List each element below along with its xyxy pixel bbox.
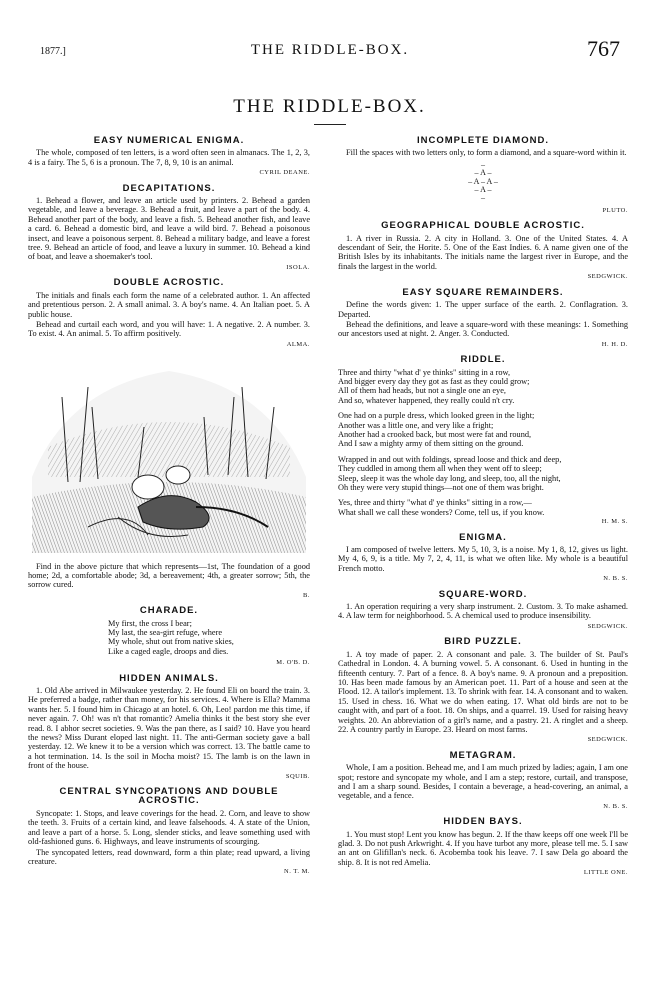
section-heading: ENIGMA. xyxy=(459,531,507,543)
diamond-figure xyxy=(338,161,628,203)
verse-line: What shall we call these wonders? Come, tell us, if you know. xyxy=(338,507,545,517)
verse-line: Wrapped in and out with foldings, spread loose and thick and deep, xyxy=(338,454,562,464)
section-heading: HIDDEN BAYS. xyxy=(443,816,523,828)
puzzle-text: Whole, I am a position. Behead me, and I am much prized by ladies; again, I am one spot; restore and syncopate my whole, and I am a step; restore, curtail, and transpose, and I am a sharp sound. Besides, I contain a beverage, a head-covering, an animal, a vegetable, and a fence. xyxy=(338,763,628,801)
verse-line: Another had a crooked back, but most were fat and round, xyxy=(338,429,532,439)
puzzle-signature: SEDGWICK. xyxy=(587,273,628,281)
verse-line: And bigger every day they got as fast as they could grow; xyxy=(338,376,530,386)
charade-verse xyxy=(108,619,310,657)
puzzle-signature: N. B. S. xyxy=(603,802,628,810)
puzzle-text: The whole, composed of ten letters, is a word often seen in almanacs. The 1, 2, 3, 4 is a fairy. The 5, 6 is a pronoun. The 7, 8, 9, 10 is an animal. xyxy=(28,148,310,167)
section-heading: HIDDEN ANIMALS. xyxy=(119,672,219,684)
puzzle-signature: M. O'B. D. xyxy=(276,659,310,667)
section-heading: DOUBLE ACROSTIC. xyxy=(113,277,225,289)
diamond-row: – A – xyxy=(474,185,492,195)
verse-line: They cuddled in among them all when they went off to sleep; xyxy=(338,464,542,474)
puzzle-signature: SEDGWICK. xyxy=(587,622,628,630)
puzzle-text: 1. An operation requiring a very sharp instrument. 2. Custom. 3. To make ashamed. 4. A law term for neighborhood. 5. A chemical used to produce insensibility. xyxy=(338,602,628,621)
verse-line: Sleep, sleep it was the whole day long, and sleep, too, all the night, xyxy=(338,473,561,483)
puzzle-signature: H. H. D. xyxy=(601,340,628,348)
puzzle-text: Behead and curtail each word, and you will have: 1. A negative. 2. A number. 3. To exist. 4. An animal. 5. To affirm positively. xyxy=(28,319,310,339)
running-header xyxy=(40,36,620,66)
section-heading: EASY NUMERICAL ENIGMA. xyxy=(93,135,245,146)
verse-line: All of them had heads, but not a single one an eye, xyxy=(338,386,506,396)
page-title: THE RIDDLE-BOX. xyxy=(233,96,426,117)
puzzle-text: 1. Behead a flower, and leave an article used by printers. 2. Behead a garden vegetable, and leave a beverage. 3. Behead a fruit, and leave a part of the body. 4. Behead another part of the body, and leave a fish. 5. Behead another fish, and leave a card. 6. Behead a domestic bird, and leave a wild bird. 7. Behead a poisonous insect, and leave a poisonous serpent. 8. Behead a military badge, and leave a forest tree. 9. Behead an article of food, and leave a luxury in summer. 10. Behead a kind of boat, and leave a shoemaker's tool. xyxy=(28,196,310,262)
picture-puzzle-illustration xyxy=(28,357,310,553)
puzzle-signature: ALMA. xyxy=(286,340,310,348)
puzzle-signature: SQUIB. xyxy=(285,772,310,780)
puzzle-text: The syncopated letters, read downward, form a thin plate; read upward, a living creature. xyxy=(28,847,310,866)
picture-caption: Find in the above picture that which represents—1st, The foundation of a good home; 2d, a comfortable abode; 3d, a bereavement; 4th, a greater sorrow; 5th, the sorrow cured. xyxy=(28,561,310,590)
verse-line: My whole, shut out from native skies, xyxy=(108,637,234,647)
puzzle-text: The initials and finals each form the name of a celebrated author. 1. An affected and pretentious person. 2. A small animal. 3. A boy's name. 4. An Italian poet. 5. A public house. xyxy=(28,290,310,319)
section-heading: BIRD PUZZLE. xyxy=(444,636,522,648)
puzzle-signature: N. T. M. xyxy=(284,868,310,876)
page-number: 767 xyxy=(587,36,620,61)
left-column xyxy=(28,130,310,879)
puzzle-signature: ISOLA. xyxy=(286,263,310,271)
section-heading: RIDDLE. xyxy=(460,354,506,366)
section-heading: EASY SQUARE REMAINDERS. xyxy=(402,286,564,298)
verse-line: And I saw a mighty army of them sitting on the ground. xyxy=(338,439,524,449)
diamond-row: – A – A – xyxy=(468,176,498,186)
verse-line: Yes, three and thirty "what d' ye thinks" sitting in a row,— xyxy=(338,498,532,508)
verse-line: My first, the cross I bear; xyxy=(108,618,192,628)
section-heading: CENTRAL SYNCOPATIONS AND DOUBLE ACROSTIC. xyxy=(59,786,279,807)
section-heading: DECAPITATIONS. xyxy=(122,182,216,194)
puzzle-signature: B. xyxy=(303,591,310,599)
puzzle-signature: N. B. S. xyxy=(603,575,628,583)
puzzle-signature: CYRIL DEANE. xyxy=(259,169,310,177)
diamond-row: – xyxy=(481,193,485,203)
riddle-stanza xyxy=(338,411,628,449)
running-title: THE RIDDLE-BOX. xyxy=(250,42,410,58)
riddle-stanza xyxy=(338,368,628,406)
section-heading: INCOMPLETE DIAMOND. xyxy=(417,135,549,146)
verse-line: Three and thirty "what d' ye thinks" sitting in a row, xyxy=(338,367,511,377)
right-column xyxy=(338,130,628,880)
puzzle-text: 1. A river in Russia. 2. A city in Holland. 3. One of the United States. 4. A descendant of Seir, the Horite. 5. One of the East Indies. 6. A name given one of the British Isles by its inhabitants. The initials name the largest river in Europe, and the finals the largest in the world. xyxy=(338,233,628,271)
puzzle-text: Behead the definitions, and leave a square-word with these meanings: 1. Something our ancestors used at night. 2. Anger. 3. Conducted. xyxy=(338,319,628,339)
verse-line: One had on a purple dress, which looked green in the light; xyxy=(338,411,535,421)
section-heading: SQUARE-WORD. xyxy=(438,588,528,600)
verse-line: Another was a little one, and very like a fright; xyxy=(338,420,494,430)
puzzle-signature: PLUTO. xyxy=(602,206,628,214)
riddle-stanza xyxy=(338,455,628,493)
puzzle-text: Define the words given: 1. The upper surface of the earth. 2. Conflagration. 3. Departed. xyxy=(338,300,628,319)
puzzle-text: 1. You must stop! Lent you know has begun. 2. If the thaw keeps off one week I'll be glad. 3. Do not push Arkwright. 4. If you have turbot any more, please tell me. 5. I saw an ant on Glifillan's neck. 6. Acobemba took his leave. 7. I saw Dela go aboard the ship. 8. It is not red Amelia. xyxy=(338,829,628,867)
diamond-row: – A – xyxy=(474,168,492,178)
puzzle-text: I am composed of twelve letters. My 5, 10, 3, is a noise. My 1, 8, 12, gives us light. My 4, 6, 9, is a title. My 7, 2, 4, 11, is what we often like. My whole is a beautiful French motto. xyxy=(338,545,628,573)
diamond-row: – xyxy=(481,159,485,169)
section-heading: METAGRAM. xyxy=(449,749,517,761)
section-heading: GEOGRAPHICAL DOUBLE ACROSTIC. xyxy=(381,220,585,232)
puzzle-text: Fill the spaces with two letters only, to form a diamond, and a square-word within it. xyxy=(346,148,627,158)
section-heading: CHARADE. xyxy=(139,605,199,617)
puzzle-signature: SEDGWICK. xyxy=(587,736,628,744)
title-rule xyxy=(314,124,346,125)
verse-line: Oh they were very stupid things—not one of them was bright. xyxy=(338,483,544,492)
verse-line: Like a caged eagle, droops and dies. xyxy=(108,646,229,656)
verse-line: My last, the sea-girt refuge, where xyxy=(108,627,223,637)
puzzle-text: 1. A toy made of paper. 2. A consonant and pale. 3. The builder of St. Paul's Cathedral in London. 4. A burning vowel. 5. A consonant. 6. Used in hunting in the fifteenth century. 7. Part of a fence. 8. A boy's name. 9. A pronoun and a preposition. 10. Has been made famous by an American poet. 11. Part of a house and seen at the Flood. 12. A tailor's implement. 13. To shrink with fear. 14. A consonant and to waken. 15. Used in chess. 16. What we do when eating. 17. What old birds are not to be caught with, and part of a foot. 18. On ships, and a quarrel. 19. Used for raising heavy weights. 20. An abbreviation of a girl's name, and a pastry. 21. A ringlet and a sheep. 22. A country partly in Europe. 23. Heard on most farms. xyxy=(338,649,628,734)
puzzle-signature: H. M. S. xyxy=(601,518,628,526)
puzzle-text: 1. Old Abe arrived in Milwaukee yesterday. 2. He found Eli on board the train. 3. He preferred a badge, rather than money, for his services. 4. Where is Ella? Mamma wants her. 5. I found him in Chicago at an hotel. 6. Oh, Leo! pardon me this time, if never again. 7. Oh! was n't that romantic? Amelia thinks it the best story she ever read. 8. I abhor secret societies. 9. Was the pan there, as I said? 10. Have you heard the news? Miss Durant eloped last night. 11. The anti-German society gave a ball yesterday. 12. We knew it to be a version which was correct. 13. The battle came to a hot termination. 14. Is the soil in Mocha moist? 15. The lamb is on the lawn in front of the house. xyxy=(28,686,310,771)
header-date: 1877.] xyxy=(40,46,66,57)
puzzle-text: Syncopate: 1. Stops, and leave coverings for the head. 2. Corn, and leave to show the teeth. 3. Fruits of a certain kind, and leave falsehoods. 4. A state of the Union, and leave a part of a horse. 5. Long, slender sticks, and leave something used with old-fashioned guns. 6. Highways, and leave instruments of scourging. xyxy=(28,808,310,847)
puzzle-signature: LITTLE ONE. xyxy=(583,869,628,877)
verse-line: And so, whatever happened, they really could n't cry. xyxy=(338,395,515,405)
riddle-stanza xyxy=(338,498,628,517)
